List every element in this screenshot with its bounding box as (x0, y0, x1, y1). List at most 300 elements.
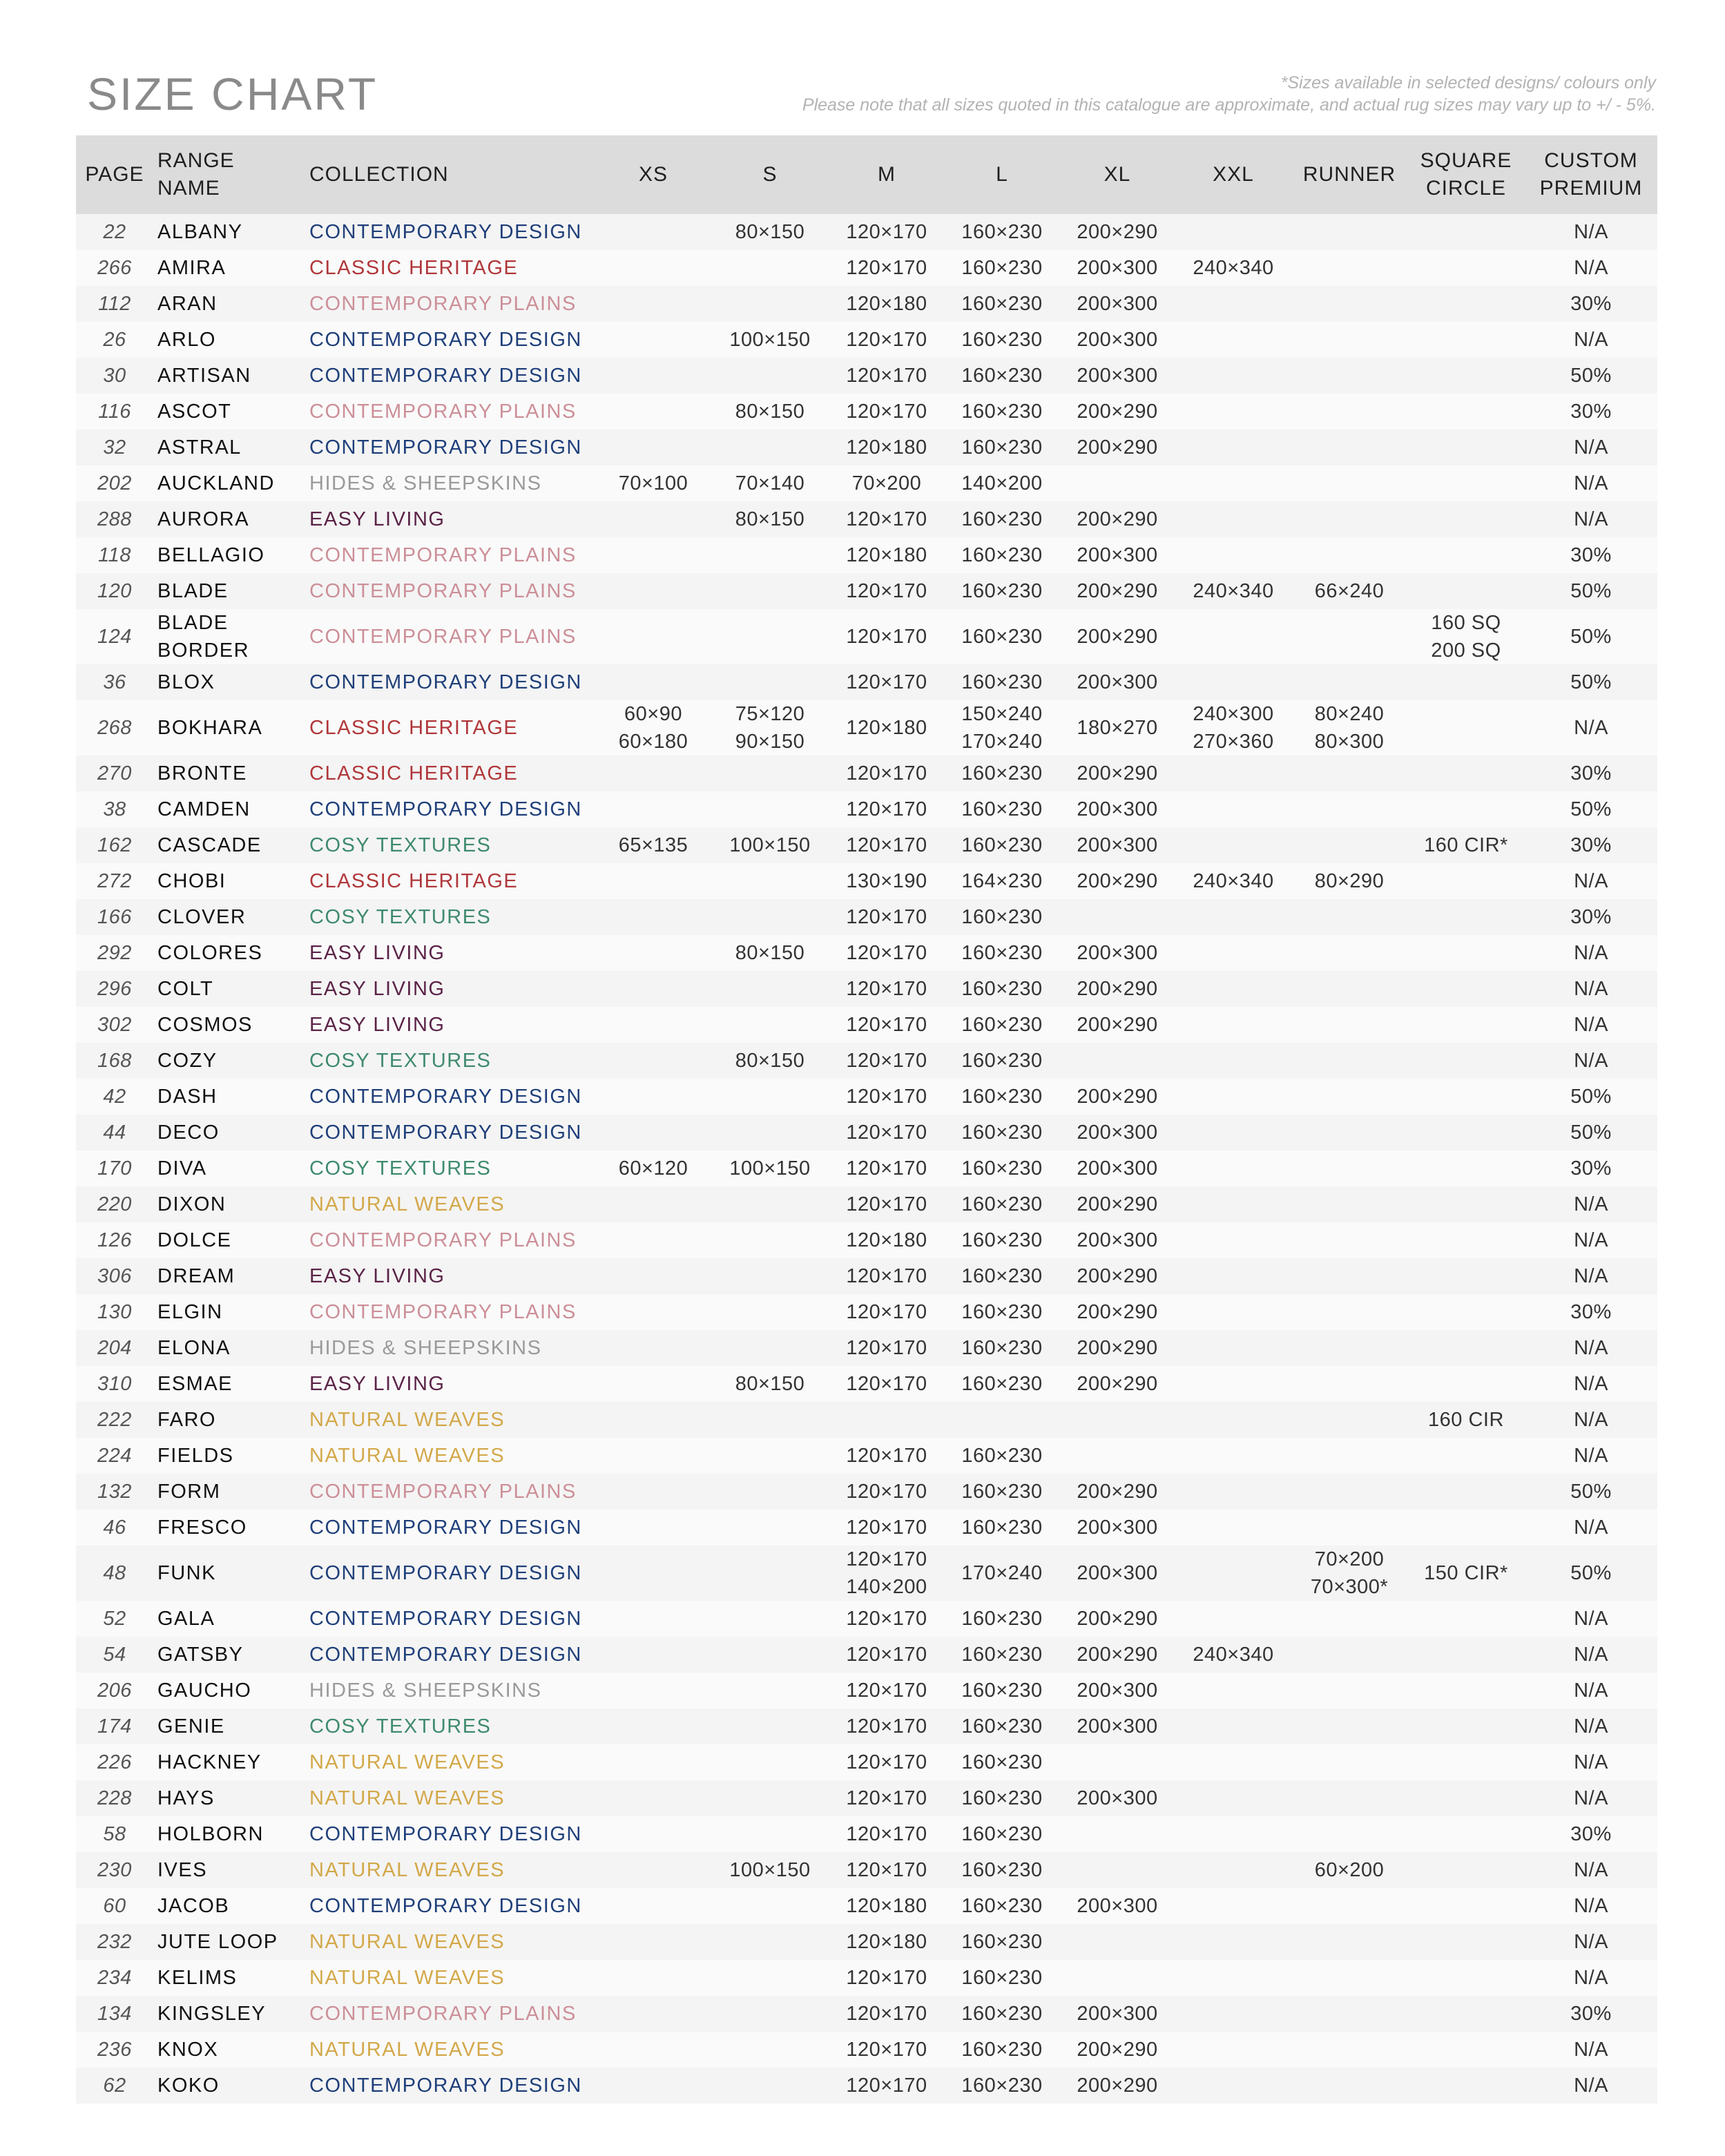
xs-cell (595, 2032, 711, 2068)
collection-cell: HIDES & SHEEPSKINS (309, 472, 542, 494)
m-cell: 130×190 (846, 870, 927, 892)
l-cell: 140×200 (961, 472, 1043, 494)
s-cell (711, 1474, 829, 1510)
xxl-cell (1175, 1709, 1291, 1744)
s-cell: 80×150 (735, 401, 805, 423)
page-cell: 36 (103, 671, 126, 693)
runner-cell (1291, 1402, 1407, 1438)
xxl-cell (1175, 1438, 1291, 1474)
range-name-cell: BLADE (157, 580, 229, 602)
collection-cell: NATURAL WEAVES (309, 1751, 505, 1773)
runner-cell (1291, 250, 1407, 286)
m-cell: 120×170 (846, 1751, 927, 1773)
l-cell: 160×230 (961, 2075, 1043, 2097)
m-cell: 120×170 (846, 1608, 927, 1630)
page-cell: 224 (97, 1445, 132, 1467)
square-circle-cell (1407, 1151, 1525, 1186)
table-row (76, 1960, 1657, 1996)
xl-cell: 200×300 (1077, 293, 1158, 315)
xs-cell (595, 394, 711, 430)
l-cell: 160×230 (961, 401, 1043, 423)
collection-cell: CONTEMPORARY PLAINS (309, 544, 577, 566)
page-cell: 120 (97, 580, 132, 602)
size-chart (76, 135, 1657, 2104)
table-row (76, 537, 1657, 573)
square-circle-cell (1407, 1366, 1525, 1402)
l-cell: 160×230 (961, 978, 1043, 1000)
runner-cell (1291, 1996, 1407, 2032)
table-row (76, 1402, 1657, 1438)
l-cell: 160×230 (961, 1445, 1043, 1467)
s-cell (711, 1186, 829, 1222)
collection-cell: CONTEMPORARY DESIGN (309, 436, 582, 459)
m-cell: 120×170 (846, 1715, 927, 1738)
square-circle-cell (1407, 501, 1525, 537)
m-cell: 120×170 (846, 365, 927, 387)
custom-premium-cell: N/A (1574, 1644, 1608, 1666)
table-row (76, 863, 1657, 899)
page-cell: 126 (97, 1229, 132, 1251)
runner-cell: 80×240 80×300 (1314, 703, 1385, 753)
page-cell: 222 (97, 1409, 132, 1431)
m-cell: 120×180 (846, 717, 927, 739)
xxl-cell (1175, 322, 1291, 358)
runner-cell (1291, 1330, 1407, 1366)
square-circle-cell (1407, 1888, 1525, 1924)
square-circle-cell (1407, 1258, 1525, 1294)
page-cell: 134 (97, 2003, 132, 2025)
header-row (76, 135, 1657, 214)
table-row (76, 1780, 1657, 1816)
collection-cell: COSY TEXTURES (309, 1715, 492, 1738)
page-title: SIZE CHART (87, 68, 378, 119)
xl-cell: 200×290 (1077, 1265, 1158, 1287)
range-name-cell: BOKHARA (157, 717, 263, 739)
m-cell: 120×180 (846, 436, 927, 459)
collection-cell: CONTEMPORARY PLAINS (309, 2003, 577, 2025)
xl-cell: 200×290 (1077, 1086, 1158, 1108)
xl-cell: 200×300 (1077, 257, 1158, 279)
m-cell: 120×170 (846, 1517, 927, 1539)
runner-cell (1291, 1780, 1407, 1816)
m-cell: 120×170 (846, 1373, 927, 1395)
m-cell: 120×180 (846, 1229, 927, 1251)
s-cell (711, 1924, 829, 1960)
xl-cell: 200×290 (1077, 508, 1158, 530)
custom-premium-cell: N/A (1574, 329, 1608, 351)
xl-cell (1059, 1438, 1175, 1474)
collection-cell: EASY LIVING (309, 978, 445, 1000)
page-cell: 302 (97, 1014, 132, 1036)
runner-cell (1291, 971, 1407, 1007)
table-row (76, 1852, 1657, 1888)
collection-cell: CLASSIC HERITAGE (309, 762, 519, 785)
xs-cell (595, 1115, 711, 1151)
square-circle-cell (1407, 1852, 1525, 1888)
range-name-cell: BELLAGIO (157, 544, 265, 566)
table-row (76, 2032, 1657, 2068)
xl-cell: 200×300 (1077, 798, 1158, 820)
l-cell: 160×230 (961, 1859, 1043, 1881)
xxl-cell (1175, 1601, 1291, 1637)
square-circle-cell (1407, 1673, 1525, 1709)
square-circle-cell: 150 CIR* (1424, 1562, 1508, 1584)
page-cell: 236 (97, 2039, 132, 2061)
xs-cell (595, 791, 711, 827)
m-cell: 120×170 (846, 626, 927, 648)
page-cell: 112 (98, 293, 131, 315)
xl-cell: 200×300 (1077, 1562, 1158, 1584)
l-cell: 160×230 (961, 942, 1043, 964)
square-circle-cell (1407, 755, 1525, 791)
s-cell (711, 1601, 829, 1637)
xl-cell (1059, 1816, 1175, 1852)
page-cell: 166 (97, 906, 132, 928)
runner-cell (1291, 465, 1407, 501)
runner-cell (1291, 1924, 1407, 1960)
xxl-cell (1175, 827, 1291, 863)
collection-cell: CONTEMPORARY DESIGN (309, 1895, 582, 1917)
m-cell: 120×180 (846, 293, 927, 315)
custom-premium-cell: N/A (1574, 1895, 1608, 1917)
page-cell: 162 (97, 834, 132, 856)
header-page: PAGE (85, 163, 144, 186)
square-circle-cell (1407, 250, 1525, 286)
collection-cell: CLASSIC HERITAGE (309, 717, 519, 739)
xs-cell (595, 214, 711, 250)
collection-cell: NATURAL WEAVES (309, 1787, 505, 1809)
s-cell (711, 1780, 829, 1816)
xl-cell: 200×290 (1077, 2039, 1158, 2061)
square-circle-cell (1407, 465, 1525, 501)
table-row (76, 1546, 1657, 1601)
table-row (76, 358, 1657, 394)
page-cell: 32 (103, 436, 126, 459)
xs-cell (595, 1186, 711, 1222)
runner-cell (1291, 214, 1407, 250)
xl-cell (1059, 1852, 1175, 1888)
runner-cell (1291, 2068, 1407, 2104)
s-cell: 100×150 (729, 1859, 811, 1881)
runner-cell (1291, 430, 1407, 465)
l-cell: 160×230 (961, 436, 1043, 459)
m-cell: 120×170 (846, 1859, 927, 1881)
collection-cell: NATURAL WEAVES (309, 1445, 505, 1467)
m-cell: 120×170 (846, 762, 927, 785)
runner-cell (1291, 755, 1407, 791)
xs-cell (595, 1996, 711, 2032)
table-row (76, 214, 1657, 250)
xxl-cell (1175, 1043, 1291, 1079)
table-row (76, 430, 1657, 465)
collection-cell: EASY LIVING (309, 508, 445, 530)
custom-premium-cell: N/A (1574, 1337, 1608, 1359)
xl-cell: 200×290 (1077, 1481, 1158, 1503)
square-circle-cell (1407, 286, 1525, 322)
custom-premium-cell: 30% (1570, 1157, 1612, 1180)
custom-premium-cell: 50% (1570, 626, 1612, 648)
xxl-cell (1175, 935, 1291, 971)
square-circle-cell (1407, 1510, 1525, 1546)
s-cell (711, 2032, 829, 2068)
table-row (76, 394, 1657, 430)
page-cell: 46 (103, 1517, 126, 1539)
runner-cell (1291, 1709, 1407, 1744)
table-body (76, 214, 1657, 2104)
page-cell: 230 (97, 1859, 132, 1881)
xxl-cell (1175, 899, 1291, 935)
m-cell: 120×170 (846, 580, 927, 602)
s-cell (711, 573, 829, 609)
xs-cell (595, 286, 711, 322)
custom-premium-cell: 50% (1570, 1122, 1612, 1144)
xxl-cell (1175, 1222, 1291, 1258)
l-cell: 160×230 (961, 1265, 1043, 1287)
l-cell: 160×230 (961, 1644, 1043, 1666)
table-row (76, 1079, 1657, 1115)
runner-cell (1291, 394, 1407, 430)
range-name-cell: DOLCE (157, 1229, 232, 1251)
s-cell (711, 971, 829, 1007)
l-cell: 160×230 (961, 1193, 1043, 1215)
table-row (76, 1744, 1657, 1780)
xxl-cell (1175, 214, 1291, 250)
table-row (76, 827, 1657, 863)
custom-premium-cell: N/A (1574, 472, 1608, 494)
page-cell: 22 (103, 221, 126, 243)
page-cell: 268 (97, 717, 132, 739)
xxl-cell: 240×340 (1193, 1644, 1274, 1666)
collection-cell: NATURAL WEAVES (309, 1193, 505, 1215)
runner-cell (1291, 1115, 1407, 1151)
table-row (76, 1924, 1657, 1960)
m-cell: 120×170 (846, 1787, 927, 1809)
l-cell: 160×230 (961, 1086, 1043, 1108)
range-name-cell: ARTISAN (157, 365, 251, 387)
m-cell: 120×170 (846, 1644, 927, 1666)
collection-cell: NATURAL WEAVES (309, 1931, 505, 1953)
page-cell: 62 (103, 2075, 126, 2097)
m-cell: 120×170 (846, 671, 927, 693)
page-cell: 270 (97, 762, 132, 785)
custom-premium-cell: 50% (1570, 1562, 1612, 1584)
s-cell (711, 1330, 829, 1366)
l-cell: 160×230 (961, 1157, 1043, 1180)
runner-cell: 60×200 (1314, 1859, 1385, 1881)
collection-cell: CONTEMPORARY DESIGN (309, 1562, 582, 1584)
collection-cell: CONTEMPORARY PLAINS (309, 1301, 577, 1323)
xxl-cell (1175, 609, 1291, 664)
square-circle-cell (1407, 537, 1525, 573)
xxl-cell (1175, 1366, 1291, 1402)
page-cell: 130 (97, 1301, 132, 1323)
xl-cell: 200×300 (1077, 671, 1158, 693)
l-cell: 160×230 (961, 1679, 1043, 1702)
custom-premium-cell: N/A (1574, 1715, 1608, 1738)
runner-cell (1291, 1960, 1407, 1996)
s-cell (711, 286, 829, 322)
range-name-cell: AMIRA (157, 257, 227, 279)
xl-cell: 200×300 (1077, 1229, 1158, 1251)
s-cell (711, 1546, 829, 1601)
collection-cell: CONTEMPORARY PLAINS (309, 1229, 577, 1251)
custom-premium-cell: 30% (1570, 544, 1612, 566)
runner-cell (1291, 1510, 1407, 1546)
header-xl: XL (1104, 163, 1131, 186)
xxl-cell: 240×300 270×360 (1193, 703, 1274, 753)
l-cell: 160×230 (961, 762, 1043, 785)
m-cell: 120×170 (846, 1014, 927, 1036)
l-cell: 160×230 (961, 1229, 1043, 1251)
range-name-cell: CLOVER (157, 906, 247, 928)
xxl-cell (1175, 1960, 1291, 1996)
xl-cell (1059, 1924, 1175, 1960)
page-cell: 288 (97, 508, 132, 530)
l-cell: 160×230 (961, 508, 1043, 530)
square-circle-cell (1407, 1330, 1525, 1366)
xs-cell (595, 1709, 711, 1744)
m-cell (829, 1402, 945, 1438)
s-cell: 80×150 (735, 508, 805, 530)
xs-cell (595, 609, 711, 664)
collection-cell: EASY LIVING (309, 1373, 445, 1395)
xxl-cell (1175, 1852, 1291, 1888)
xs-cell (595, 1637, 711, 1673)
range-name-cell: HOLBORN (157, 1823, 264, 1845)
runner-cell (1291, 899, 1407, 935)
range-name-cell: ELGIN (157, 1301, 223, 1323)
xs-cell: 70×100 (618, 472, 688, 494)
l-cell: 160×230 (961, 906, 1043, 928)
range-name-cell: IVES (157, 1859, 208, 1881)
custom-premium-cell: N/A (1574, 1859, 1608, 1881)
xxl-cell (1175, 1888, 1291, 1924)
custom-premium-cell: 50% (1570, 1481, 1612, 1503)
m-cell: 120×170 (846, 906, 927, 928)
range-name-cell: KINGSLEY (157, 2003, 267, 2025)
table-row (76, 1601, 1657, 1637)
xxl-cell (1175, 1294, 1291, 1330)
page-cell: 58 (103, 1823, 126, 1845)
range-name-cell: ARLO (157, 329, 216, 351)
square-circle-cell: 160 CIR* (1424, 834, 1508, 856)
page-cell: 228 (97, 1787, 132, 1809)
xxl-cell (1175, 971, 1291, 1007)
square-circle-cell (1407, 1474, 1525, 1510)
header-runner: RUNNER (1302, 163, 1396, 186)
header-s: S (762, 163, 778, 186)
range-name-cell: AUCKLAND (157, 472, 275, 494)
xxl-cell (1175, 1816, 1291, 1852)
page-cell: 296 (97, 978, 132, 1000)
square-circle-cell: 160 CIR (1428, 1409, 1504, 1431)
collection-cell: CONTEMPORARY DESIGN (309, 671, 582, 693)
l-cell: 160×230 (961, 1481, 1043, 1503)
runner-cell (1291, 358, 1407, 394)
xl-cell: 200×300 (1077, 329, 1158, 351)
s-cell (711, 1816, 829, 1852)
collection-cell: CONTEMPORARY PLAINS (309, 1481, 577, 1503)
custom-premium-cell: 50% (1570, 1086, 1612, 1108)
l-cell: 160×230 (961, 1823, 1043, 1845)
xs-cell (595, 1222, 711, 1258)
s-cell: 100×150 (729, 329, 811, 351)
square-circle-cell (1407, 664, 1525, 700)
xl-cell: 200×300 (1077, 1122, 1158, 1144)
xxl-cell (1175, 1186, 1291, 1222)
square-circle-cell (1407, 1186, 1525, 1222)
table-row (76, 1222, 1657, 1258)
custom-premium-cell: 50% (1570, 580, 1612, 602)
collection-cell: CONTEMPORARY DESIGN (309, 1086, 582, 1108)
square-circle-cell (1407, 1637, 1525, 1673)
custom-premium-cell: N/A (1574, 1751, 1608, 1773)
s-cell (711, 2068, 829, 2104)
square-circle-cell (1407, 1996, 1525, 2032)
xxl-cell: 240×340 (1193, 257, 1274, 279)
custom-premium-cell: N/A (1574, 1679, 1608, 1702)
custom-premium-cell: N/A (1574, 221, 1608, 243)
custom-premium-cell: N/A (1574, 870, 1608, 892)
xxl-cell (1175, 1780, 1291, 1816)
range-name-cell: BLADE BORDER (157, 612, 250, 662)
xl-cell: 200×290 (1077, 401, 1158, 423)
square-circle-cell (1407, 791, 1525, 827)
custom-premium-cell: N/A (1574, 508, 1608, 530)
xl-cell: 200×290 (1077, 1337, 1158, 1359)
xl-cell: 200×300 (1077, 1517, 1158, 1539)
l-cell: 160×230 (961, 1608, 1043, 1630)
page-cell: 234 (97, 1967, 132, 1989)
xl-cell (1059, 465, 1175, 501)
s-cell (711, 1079, 829, 1115)
page-cell: 124 (97, 626, 132, 648)
s-cell (711, 1402, 829, 1438)
l-cell: 160×230 (961, 221, 1043, 243)
runner-cell: 80×290 (1314, 870, 1385, 892)
l-cell: 160×230 (961, 626, 1043, 648)
square-circle-cell (1407, 2032, 1525, 2068)
l-cell: 160×230 (961, 1517, 1043, 1539)
custom-premium-cell: N/A (1574, 717, 1608, 739)
xs-cell (595, 1474, 711, 1510)
custom-premium-cell: N/A (1574, 1445, 1608, 1467)
xs-cell (595, 1960, 711, 1996)
runner-cell (1291, 1601, 1407, 1637)
xl-cell: 200×290 (1077, 762, 1158, 785)
s-cell (711, 1258, 829, 1294)
m-cell: 120×170 (846, 1481, 927, 1503)
xxl-cell (1175, 2068, 1291, 2104)
custom-premium-cell: N/A (1574, 2075, 1608, 2097)
square-circle-cell (1407, 971, 1525, 1007)
xxl-cell (1175, 286, 1291, 322)
m-cell: 120×170 (846, 942, 927, 964)
xxl-cell (1175, 1151, 1291, 1186)
custom-premium-cell: 30% (1570, 2003, 1612, 2025)
xs-cell (595, 250, 711, 286)
m-cell: 120×170 (846, 2039, 927, 2061)
table-row (76, 609, 1657, 664)
square-circle-cell: 160 SQ 200 SQ (1431, 612, 1501, 662)
xs-cell (595, 1007, 711, 1043)
custom-premium-cell: N/A (1574, 1931, 1608, 1953)
xxl-cell (1175, 1673, 1291, 1709)
table-row (76, 1438, 1657, 1474)
range-name-cell: GATSBY (157, 1644, 244, 1666)
runner-cell (1291, 1366, 1407, 1402)
xl-cell: 200×290 (1077, 1193, 1158, 1215)
